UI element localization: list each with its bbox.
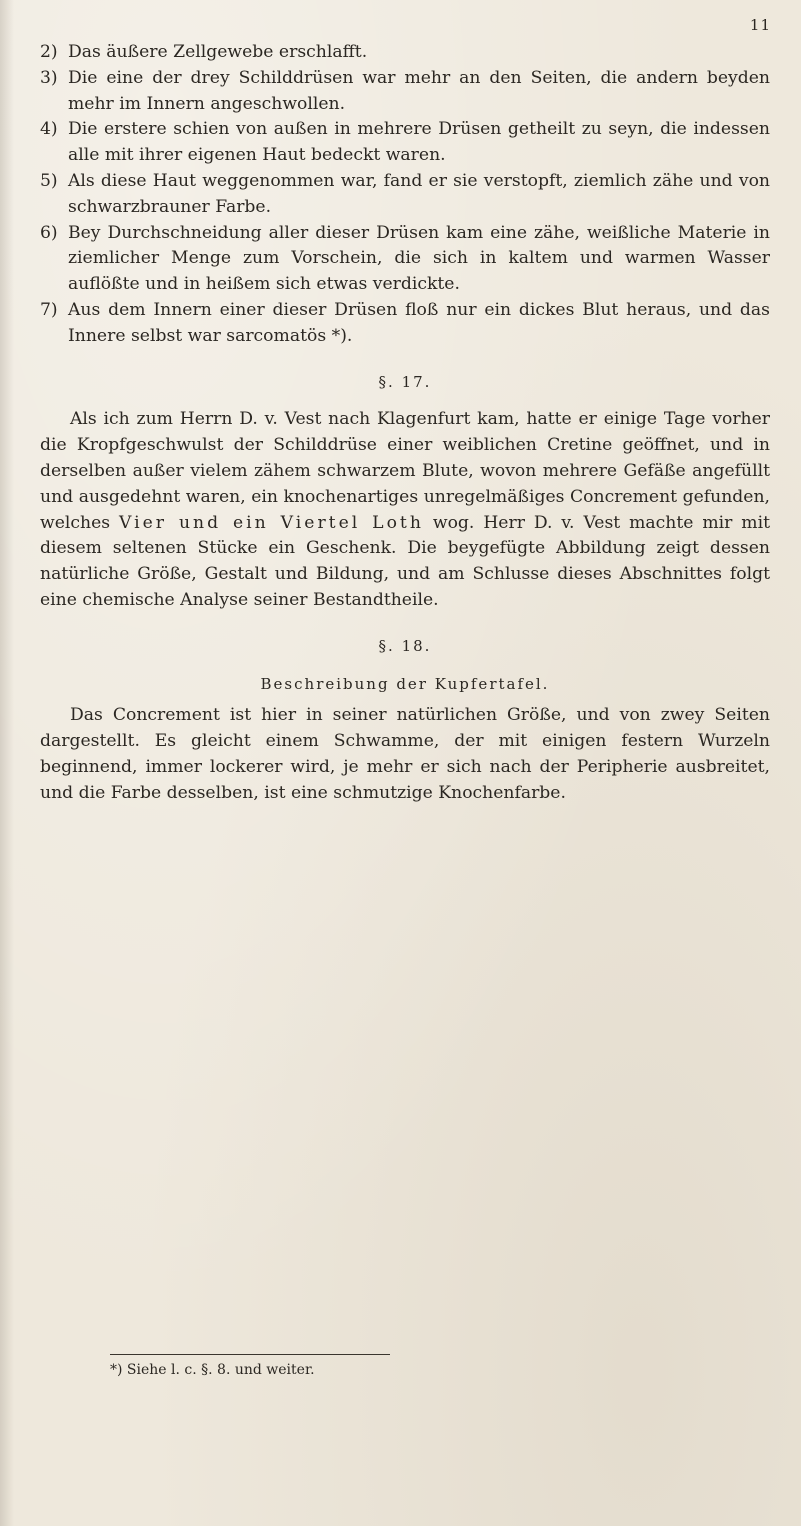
list-item	[40, 66, 770, 118]
footnote: *) Siehe l. c. §. 8. und weiter.	[110, 1362, 315, 1378]
paragraph-text: wog. Herr D. v. Vest machte mir mit diesem seltenen Stücke ein Geschenk. Die beygefügte Abbildung zeigt dessen natürliche Größe, Gestalt und Bildung, und am Schlusse dieses Abschnittes folgt eine chemische Analyse seiner Bestandtheile.	[40, 512, 771, 610]
section-heading-18: §. 18.	[378, 636, 432, 655]
spine-shadow	[0, 0, 14, 1526]
list-item	[40, 169, 770, 221]
item-text: Aus dem Innern einer dieser Drüsen floß nur ein dickes Blut heraus, und das Innere selbst war sarcomatös *).	[68, 299, 770, 346]
item-text: Als diese Haut weggenommen war, fand er sie verstopft, ziemlich zähe und von schwarzbrauner Farbe.	[68, 170, 770, 217]
item-number: 3)	[40, 67, 58, 88]
page-number: 11	[749, 16, 771, 34]
item-number: 4)	[40, 119, 58, 140]
plate-description-heading: Beschreibung der Kupfertafel.	[260, 674, 550, 693]
list-item	[40, 298, 770, 350]
section-heading-17: §. 17.	[378, 372, 432, 391]
emphasized-weight: Vier und ein Viertel Loth	[119, 512, 424, 533]
main-text	[40, 40, 770, 807]
list-item	[40, 117, 770, 169]
item-text: Das äußere Zellgewebe erschlafft.	[68, 42, 368, 62]
item-text: Die eine der drey Schilddrüsen war mehr an den Seiten, die andern beyden mehr im Innern angeschwollen.	[68, 67, 770, 114]
item-text: Bey Durchschneidung aller dieser Drüsen kam eine zähe, weißliche Materie in ziemlicher Menge zum Vorschein, die sich in kaltem und warmen Wasser auflößte und in heißem sich etwas verdickte.	[68, 222, 770, 295]
item-number: 2)	[40, 42, 58, 62]
item-number: 5)	[40, 170, 58, 191]
list-item	[40, 40, 770, 66]
list-item	[40, 221, 770, 298]
paragraph-section-18: Das Concrement ist hier in seiner natürlichen Größe, und von zwey Seiten dargestellt. Es gleicht einem Schwamme, der mit einigen festern Wurzeln beginnend, immer lockerer wird, je mehr er sich nach der Peripherie ausbreitet, und die Farbe desselben, ist eine schmutzige Knochenfarbe.	[40, 705, 770, 803]
item-number: 6)	[40, 222, 58, 243]
footnote-divider	[110, 1354, 390, 1355]
paragraph-section-17	[40, 407, 770, 613]
item-text: Die erstere schien von außen in mehrere Drüsen getheilt zu seyn, die indessen alle mit ihrer eigenen Haut bedeckt waren.	[68, 119, 770, 166]
paragraph-text: Als ich zum Herrn D. v. Vest nach Klagenfurt kam, hatte er einige Tage vorher die Kropfgeschwulst der Schilddrüse einer weiblichen Cretine geöffnet, und in derselben außer vielem zähem schwarzem Blute, wovon mehrere Gefäße angefüllt und ausgedehnt waren, ein knochenartiges unregelmäßiges Concrement gefunden, welches	[40, 409, 770, 533]
item-number: 7)	[40, 299, 58, 320]
